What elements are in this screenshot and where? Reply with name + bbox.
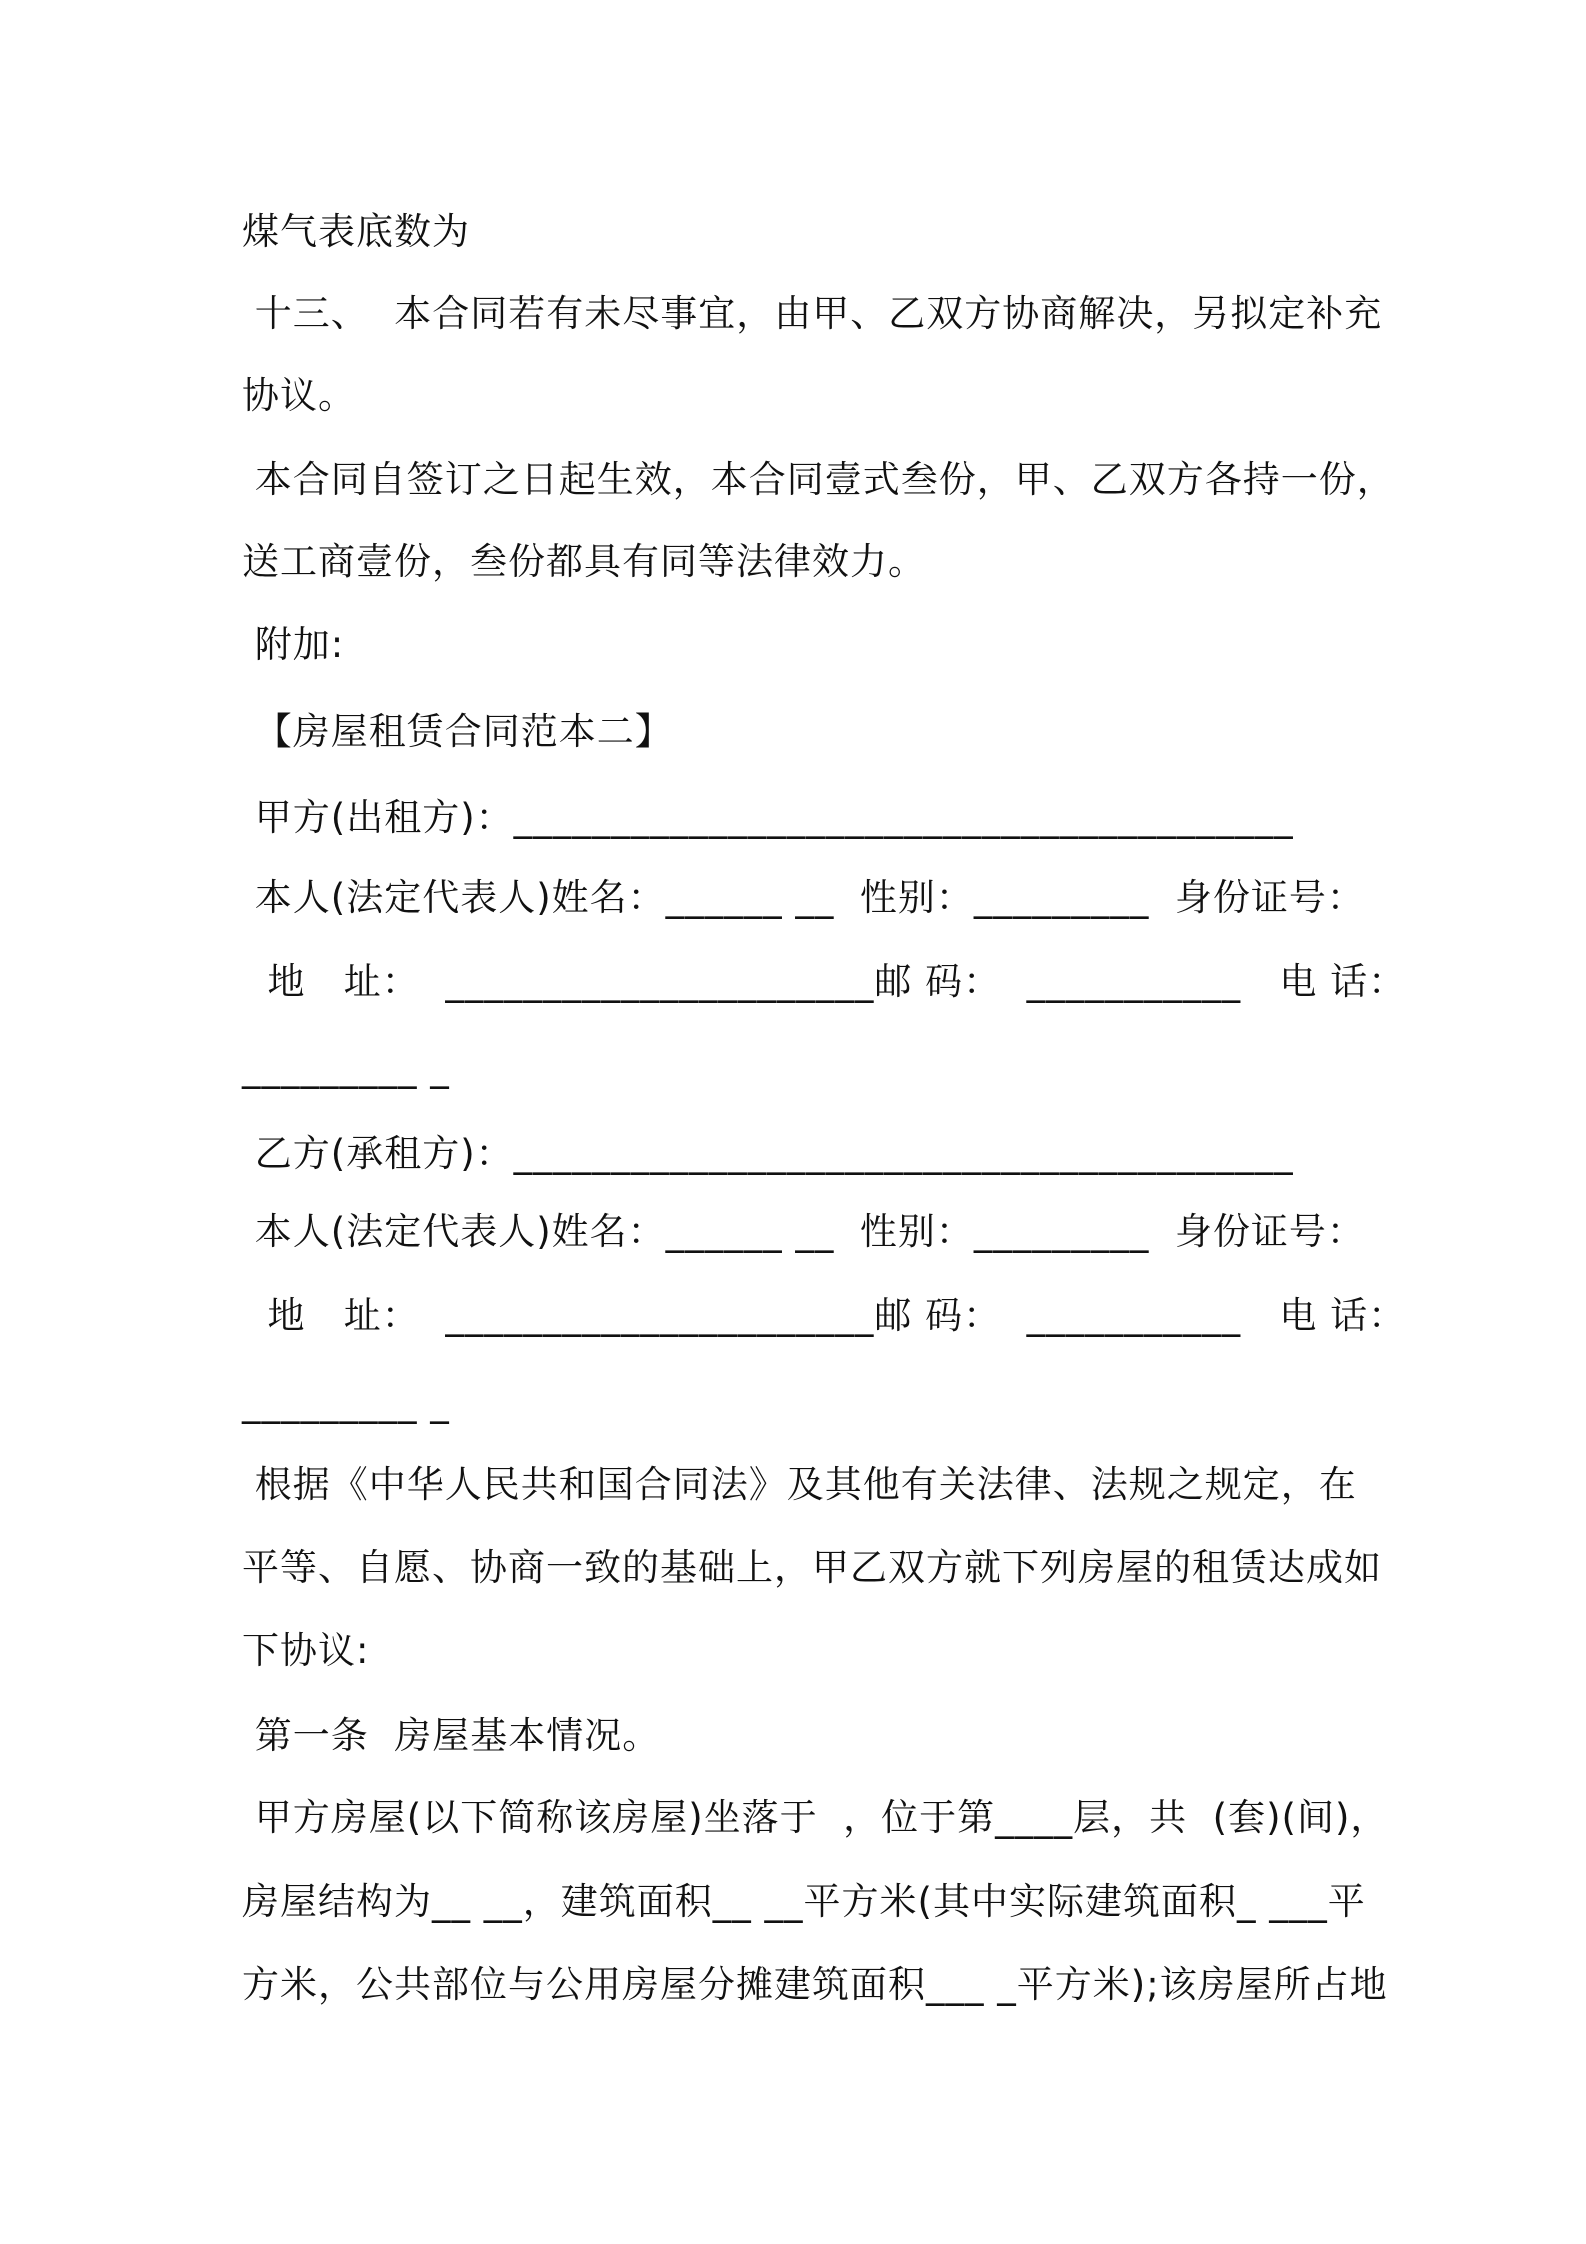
text-line: 协议。: [242, 374, 356, 417]
text-line: 地 址： ______________________邮 码： ___________ 电 话：: [242, 1294, 1407, 1337]
text-line: 甲方(出租方)：________________________________________: [242, 796, 1294, 839]
text-line: 下协议:: [242, 1629, 370, 1672]
text-line: _________ _: [242, 1046, 450, 1089]
text-line: 第一条 房屋基本情况。: [242, 1714, 661, 1757]
text-line: 地 址： ______________________邮 码： ___________ 电 话：: [242, 960, 1407, 1003]
text-line: _________ _: [242, 1381, 450, 1424]
text-line: 乙方(承租方)：________________________________________: [242, 1132, 1294, 1175]
text-line: 煤气表底数为: [242, 210, 470, 253]
text-line: 【房屋租赁合同范本二】: [242, 710, 673, 753]
text-line: 本人(法定代表人)姓名：______ __ 性别：_________ 身份证号：: [242, 876, 1365, 919]
text-line: 送工商壹份，叁份都具有同等法律效力。: [242, 540, 926, 583]
text-line: 附加:: [242, 623, 345, 666]
text-line: 平等、自愿、协商一致的基础上，甲乙双方就下列房屋的租赁达成如: [242, 1546, 1382, 1589]
text-line: 本人(法定代表人)姓名：______ __ 性别：_________ 身份证号：: [242, 1210, 1365, 1253]
text-line: 本合同自签订之日起生效，本合同壹式叁份，甲、乙双方各持一份，: [242, 458, 1395, 501]
text-line: 甲方房屋(以下简称该房屋)坐落于 ，位于第____层，共 (套)(间)，: [242, 1796, 1389, 1839]
text-line: 房屋结构为__ __，建筑面积__ __平方米(其中实际建筑面积_ ___平: [242, 1880, 1366, 1923]
text-line: 根据《中华人民共和国合同法》及其他有关法律、法规之规定，在: [242, 1463, 1357, 1506]
text-line: 十三、 本合同若有未尽事宜，由甲、乙双方协商解决，另拟定补充: [242, 292, 1383, 335]
text-line: 方米，公共部位与公用房屋分摊建筑面积___ _平方米);该房屋所占地: [242, 1963, 1388, 2006]
